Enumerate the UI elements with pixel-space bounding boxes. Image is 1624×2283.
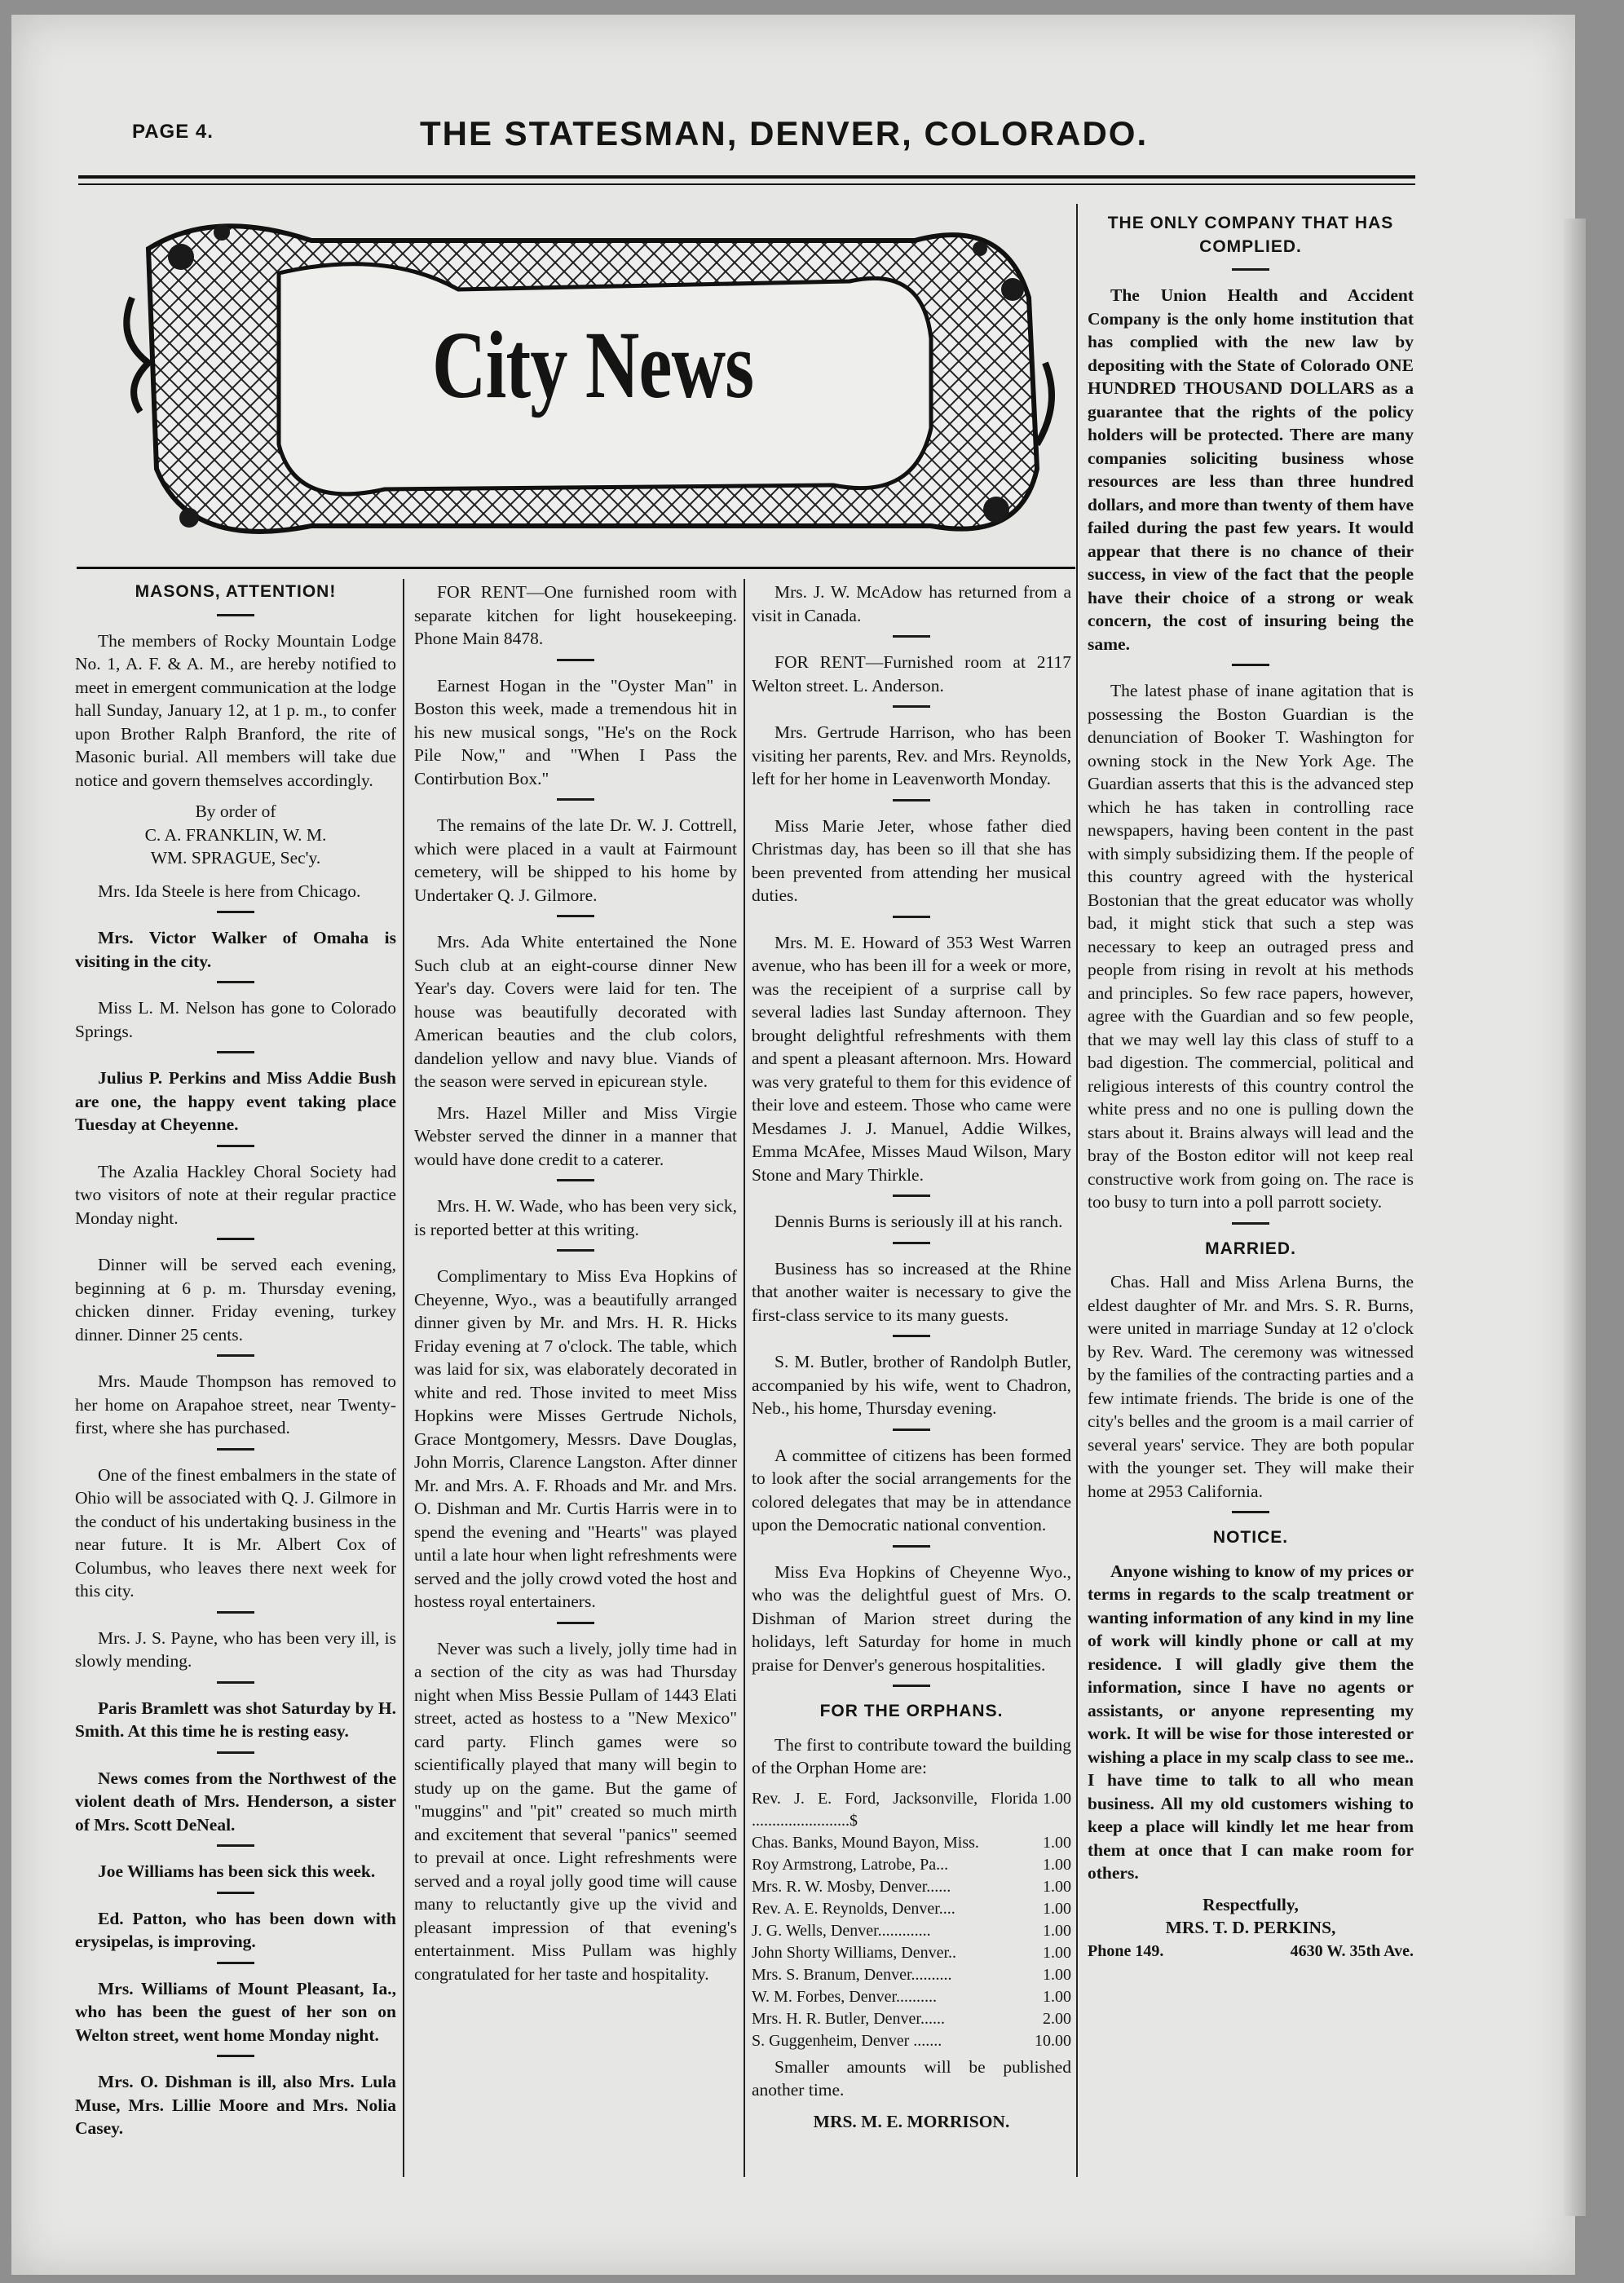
donor-name: S. Guggenheim, Denver .......	[752, 2031, 942, 2050]
news-item: News comes from the Northwest of the violent death of Mrs. Henderson, a sister of Mrs. Scott DeNeal.	[75, 1768, 396, 1835]
donor-amount: 1.00	[1043, 1789, 1071, 1808]
column-divider-3	[1076, 204, 1078, 2177]
company-body: The Union Health and Accident Company is the only home institution that has complied with the new law by depositing with the State of Colorado ONE HUNDRED THOUSAND DOLLARS as a guarantee that the rights of the policy holders will be protected. There are many companies soliciting business whose resources are less than three hundred dollars, and more than twenty of them have failed during the past few years. It would appear that there is no chance of their success, in view of the fact that the people have their choice of a strong or weak concern, the cost of insuring being the same.	[1088, 285, 1414, 654]
masons-heading: MASONS, ATTENTION!	[135, 582, 337, 601]
notice-closing: Respectfully,	[1203, 1894, 1299, 1914]
separator	[893, 1335, 930, 1337]
separator	[893, 1685, 930, 1687]
donor-amount: 1.00	[1043, 1855, 1071, 1874]
news-item: Miss Eva Hopkins of Cheyenne Wyo., who was the delightful guest of Mrs. O. Dishman of Marion street during the holidays, left Saturday for home in much praise for Denver's generous hospitalities.	[752, 1561, 1071, 1675]
news-item: Mrs. Hazel Miller and Miss Virgie Webster served the dinner in a manner that would have done credit to a caterer.	[414, 1102, 737, 1169]
news-item: Mrs. O. Dishman is ill, also Mrs. Lula Muse, Mrs. Lillie Moore and Mrs. Nolia Casey.	[75, 2072, 396, 2138]
donor-amount: 1.00	[1043, 1987, 1071, 2006]
donor-row	[752, 1854, 1071, 1876]
news-item: Mrs. Ida Steele is here from Chicago.	[98, 881, 361, 901]
separator	[1232, 1511, 1269, 1513]
donor-amount: 1.00	[1043, 1833, 1071, 1852]
news-item: Mrs. J. W. McAdow has returned from a visit in Canada.	[752, 582, 1071, 625]
news-item: FOR RENT—Furnished room at 2117 Welton street. L. Anderson.	[752, 652, 1071, 695]
separator	[217, 1681, 254, 1684]
notice-phone: Phone 149.	[1088, 1941, 1164, 1960]
news-item: Mrs. H. W. Wade, who has been very sick, is reported better at this writing.	[414, 1196, 737, 1239]
separator	[1232, 664, 1269, 666]
donor-row	[752, 1898, 1071, 1920]
donor-amount: 1.00	[1043, 1943, 1071, 1962]
separator	[893, 705, 930, 708]
notice-address: 4630 W. 35th Ave.	[1290, 1941, 1414, 1960]
column-divider-1	[403, 579, 404, 2177]
donor-row	[752, 1964, 1071, 1986]
separator	[217, 1354, 254, 1357]
separator	[893, 1429, 930, 1431]
donor-name: W. M. Forbes, Denver..........	[752, 1987, 938, 2006]
masthead: THE STATESMAN, DENVER, COLORADO.	[420, 114, 1149, 152]
news-item: The Azalia Hackley Choral Society had two visitors of note at their regular practice Monday night.	[75, 1161, 396, 1228]
news-item: Mrs. Ada White entertained the None Such club at an eight-course dinner New Year's day. Covers were laid for ten. The house was beautifully decorated with American beauties and the club colors, dandelion yellow and navy blue. Viands of the season were served in epicurean style.	[414, 932, 737, 1091]
news-item: Miss L. M. Nelson has gone to Colorado Springs.	[75, 998, 396, 1041]
separator	[217, 1962, 254, 1964]
separator	[893, 799, 930, 801]
news-item: Never was such a lively, jolly time had in a section of the city as was had Thursday night when Miss Bessie Pullam of 1443 Elati street, acted as hostess to a "New Mexico" card party. Flinch games were so scientifically played that many will begin to study up on the game. But the game of "muggins" and "pit" created so much mirth and excitement that several "panics" seemed to prevail at once. Light refreshments were served and a royal jolly good time will cause many to reluctantly give up the vivid and pleasant impression of that evening's entertainment. Miss Pullam was highly congratulated for her taste and hospitality.	[414, 1638, 737, 1984]
separator	[217, 1892, 254, 1894]
news-item: FOR RENT—One furnished room with separate kitchen for light housekeeping. Phone Main 8478.	[414, 582, 737, 648]
notice-name: MRS. T. D. PERKINS,	[1165, 1918, 1336, 1937]
separator	[893, 1242, 930, 1244]
news-item: Miss Marie Jeter, whose father died Christmas day, has been so ill that she has been prevented from attending her musical duties.	[752, 815, 1071, 905]
donor-name: Rev. A. E. Reynolds, Denver....	[752, 1899, 955, 1918]
separator	[217, 1611, 254, 1614]
news-item: Joe Williams has been sick this week.	[98, 1861, 376, 1881]
page-number: PAGE 4.	[132, 121, 214, 143]
news-item: Complimentary to Miss Eva Hopkins of Cheyenne, Wyo., was a beautifully arranged dinner given by Mr. and Mrs. H. R. Hicks Friday evening at 7 o'clock. The table, which was laid for six, was elaborately decorated in white and red. Those invited to meet Miss Hopkins were Misses Gertrude Nichols, Grace Montgomery, Messrs. Dave Douglas, John Morris, Clarence Langston. After dinner Mr. and Mrs. A. F. Rhoads and Mr. and Mrs. O. Dishman and Mr. Curtis Harris were in to spend the evening and "Hearts" was played until a late hour when light refreshments were served and the jolly crowd voted the host and hostess royal entertainers.	[414, 1266, 737, 1611]
donor-name: Chas. Banks, Mound Bayon, Miss.	[752, 1833, 979, 1852]
orphans-intro: The first to contribute toward the building of the Orphan Home are:	[752, 1734, 1071, 1777]
donor-row	[752, 2008, 1071, 2030]
separator	[217, 1238, 254, 1240]
news-item: Mrs. Maude Thompson has removed to her home on Arapahoe street, near Twenty-first, where she has purchased.	[75, 1371, 396, 1437]
news-item: Earnest Hogan in the "Oyster Man" in Boston this week, made a tremendous hit in his new musical songs, "He's on the Rock Pile Now," and "When I Pass the Contirbution Box."	[414, 675, 737, 788]
notice-body: Anyone wishing to know of my prices or terms in regards to the scalp treatment or wanting information of any kind in my line of work will kindly phone or call at my residence. I will gladly give them the information, since I have no agents or assistants, or anyone representing my work. It will be wise for those interested or wishing a place in my scalp class to see me.. I have time to talk to all who mean business. All my old customers wishing to keep a place will kindly let me hear from them at once that I can make room for others.	[1088, 1561, 1414, 1883]
separator	[557, 1249, 594, 1252]
separator	[893, 635, 930, 638]
news-item: The remains of the late Dr. W. J. Cottrell, which were placed in a vault at Fairmount cemetery, will be shipped to his home by Undertaker Q. J. Gilmore.	[414, 815, 737, 905]
separator	[1232, 1222, 1269, 1225]
donor-row	[752, 1788, 1071, 1832]
separator	[217, 1844, 254, 1847]
masons-body: The members of Rocky Mountain Lodge No. 1, A. F. & A. M., are hereby notified to meet in emergent communication at the lodge hall Sunday, January 12, at 1 p. m., to confer upon Brother Ralph Branford, the rite of Masonic burial. All members will take due notice and govern themselves accordingly.	[75, 630, 396, 790]
orphans-footer: Smaller amounts will be published another time.	[752, 2056, 1071, 2100]
donor-row	[752, 2030, 1071, 2052]
separator	[557, 915, 594, 917]
separator	[217, 2055, 254, 2057]
banner-rule	[77, 567, 1075, 569]
donor-amount: 1.00	[1043, 1899, 1071, 1918]
donor-amount: 10.00	[1035, 2031, 1071, 2050]
news-item: Mrs. M. E. Howard of 353 West Warren avenue, who has been ill for a week or more, was the receipient of a surprise call by several ladies last Sunday afternoon. They brought delightful refreshments with them and spent a pleasant afternoon. Mrs. Howard was very grateful to them for this evidence of their love and esteem. Those who came were Mesdames J. J. Manuel, Addie Wilkes, Emma McAfee, Misses Maud Wilson, Mary Stone and Mary Thirkle.	[752, 932, 1071, 1185]
notice-contact	[1088, 1940, 1414, 1963]
donor-name: John Shorty Williams, Denver..	[752, 1943, 957, 1962]
donor-name: Mrs. R. W. Mosby, Denver......	[752, 1877, 951, 1896]
column-3	[752, 581, 1071, 2133]
news-item: S. M. Butler, brother of Randolph Butler, accompanied by his wife, went to Chadron, Neb., his home, Thursday evening.	[752, 1352, 1071, 1418]
news-item: A committee of citizens has been formed to look after the social arrangements for the colored delegates that may be in attendance upon the Democratic national convention.	[752, 1445, 1071, 1535]
separator	[217, 1051, 254, 1053]
news-item: Business has so increased at the Rhine that another waiter is necessary to give the first-class service to its many guests.	[752, 1258, 1071, 1325]
column-1	[75, 581, 396, 2148]
separator	[1232, 268, 1269, 271]
column-4	[1088, 212, 1414, 1963]
separator	[557, 1622, 594, 1624]
donor-name: Mrs. S. Branum, Denver..........	[752, 1965, 952, 1984]
separator	[217, 981, 254, 983]
separator	[557, 798, 594, 801]
donor-amount: 1.00	[1043, 1965, 1071, 1984]
masons-signature-2: WM. SPRAGUE, Sec'y.	[150, 848, 321, 868]
donor-row	[752, 1876, 1071, 1898]
separator	[893, 1194, 930, 1197]
donor-amount: 1.00	[1043, 1921, 1071, 1940]
orphans-heading: FOR THE ORPHANS.	[819, 1702, 1004, 1720]
donor-name: Roy Armstrong, Latrobe, Pa...	[752, 1855, 949, 1874]
donor-name: Mrs. H. R. Butler, Denver......	[752, 2009, 945, 2028]
news-item: Mrs. Victor Walker of Omaha is visiting in the city.	[75, 928, 396, 971]
separator	[557, 659, 594, 661]
donor-row	[752, 1832, 1071, 1854]
column-2	[414, 581, 737, 1994]
separator	[893, 1545, 930, 1548]
page-edge	[1564, 219, 1586, 2216]
orphans-signature: MRS. M. E. MORRISON.	[813, 2111, 1010, 2131]
masthead-rule-top	[78, 175, 1415, 179]
donor-row	[752, 1920, 1071, 1942]
donor-amount: 1.00	[1043, 1877, 1071, 1896]
boston-editorial: The latest phase of inane agitation that is possessing the Boston Guardian is the denunciation of Booker T. Washington for owning stock in the New York Age. The Guardian asserts that this is the advanced step which he has taken in controlling race newspapers, having been content in the past with simply subsidizing them. If the people of this country agreed with the hysterical Bostonian that the great educator was wholly bad, it might stick that such a step was necessary to keep an outraged press and people from rising in revolt at his methods and principles. So few race papers, however, agree with the Guardian and so few people, that we may well lay this class of stuff to a bad digestion. The commercial, political and religious interests of this country control the white press and no one is pulling down the stars about it. Brains always will lead and the bray of the Boston editor will not keep real constructive work from going on. The race is too busy to turn into a poll parrott society.	[1088, 681, 1414, 1212]
news-item: Dinner will be served each evening, beginning at 6 p. m. Thursday evening, chicken dinner. Friday evening, turkey dinner. Dinner 25 cents.	[75, 1255, 396, 1345]
separator	[217, 614, 254, 616]
column-divider-2	[744, 579, 745, 2177]
masthead-rule-bottom	[78, 183, 1415, 185]
news-item: Julius P. Perkins and Miss Addie Bush are one, the happy event taking place Tuesday at Cheyenne.	[75, 1068, 396, 1134]
married-body: Chas. Hall and Miss Arlena Burns, the eldest daughter of Mr. and Mrs. S. R. Burns, were united in marriage Sunday at 12 o'clock by Rev. Ward. The ceremony was witnessed by the families of the contracting parties and a few intimate friends. The bride is one of the city's belles and the groom is a mail carrier of several years' service. They are both popular with the younger set. They will make their home at 2953 California.	[1088, 1272, 1414, 1501]
notice-heading: NOTICE.	[1212, 1528, 1289, 1547]
masons-signature-1: C. A. FRANKLIN, W. M.	[144, 824, 327, 845]
donor-list	[752, 1788, 1071, 2052]
news-item: Dennis Burns is seriously ill at his ranch.	[774, 1212, 1063, 1231]
separator	[217, 1448, 254, 1451]
company-heading: THE ONLY COMPANY THAT HAS COMPLIED.	[1107, 214, 1394, 256]
separator	[557, 1179, 594, 1181]
separator	[217, 1145, 254, 1147]
news-item: One of the finest embalmers in the state of Ohio will be associated with Q. J. Gilmore in the conduct of his undertaking business in the near future. It is Mr. Albert Cox of Columbus, who leaves there next week for this city.	[75, 1464, 396, 1601]
news-item: Mrs. Gertrude Harrison, who has been visiting her parents, Rev. and Mrs. Reynolds, left for her home in Leavenworth Monday.	[752, 722, 1071, 788]
news-item: Mrs. J. S. Payne, who has been very ill, is slowly mending.	[75, 1627, 396, 1671]
married-heading: MARRIED.	[1205, 1239, 1296, 1258]
donor-row	[752, 1942, 1071, 1964]
donor-amount: 2.00	[1043, 2009, 1071, 2028]
separator	[217, 1751, 254, 1754]
news-item: Mrs. Williams of Mount Pleasant, Ia., who has been the guest of her son on Welton street, went home Monday night.	[75, 1978, 396, 2045]
separator	[893, 916, 930, 918]
news-item: Paris Bramlett was shot Saturday by H. Smith. At this time he is resting easy.	[75, 1698, 396, 1741]
donor-row	[752, 1986, 1071, 2008]
news-item: Ed. Patton, who has been down with erysipelas, is improving.	[75, 1908, 396, 1951]
masons-by-order: By order of	[195, 801, 276, 821]
donor-name: Rev. J. E. Ford, Jacksonville, Florida ........................$	[752, 1789, 1038, 1830]
banner-title: City News	[432, 311, 754, 418]
donor-name: J. G. Wells, Denver.............	[752, 1921, 931, 1940]
separator	[217, 911, 254, 913]
